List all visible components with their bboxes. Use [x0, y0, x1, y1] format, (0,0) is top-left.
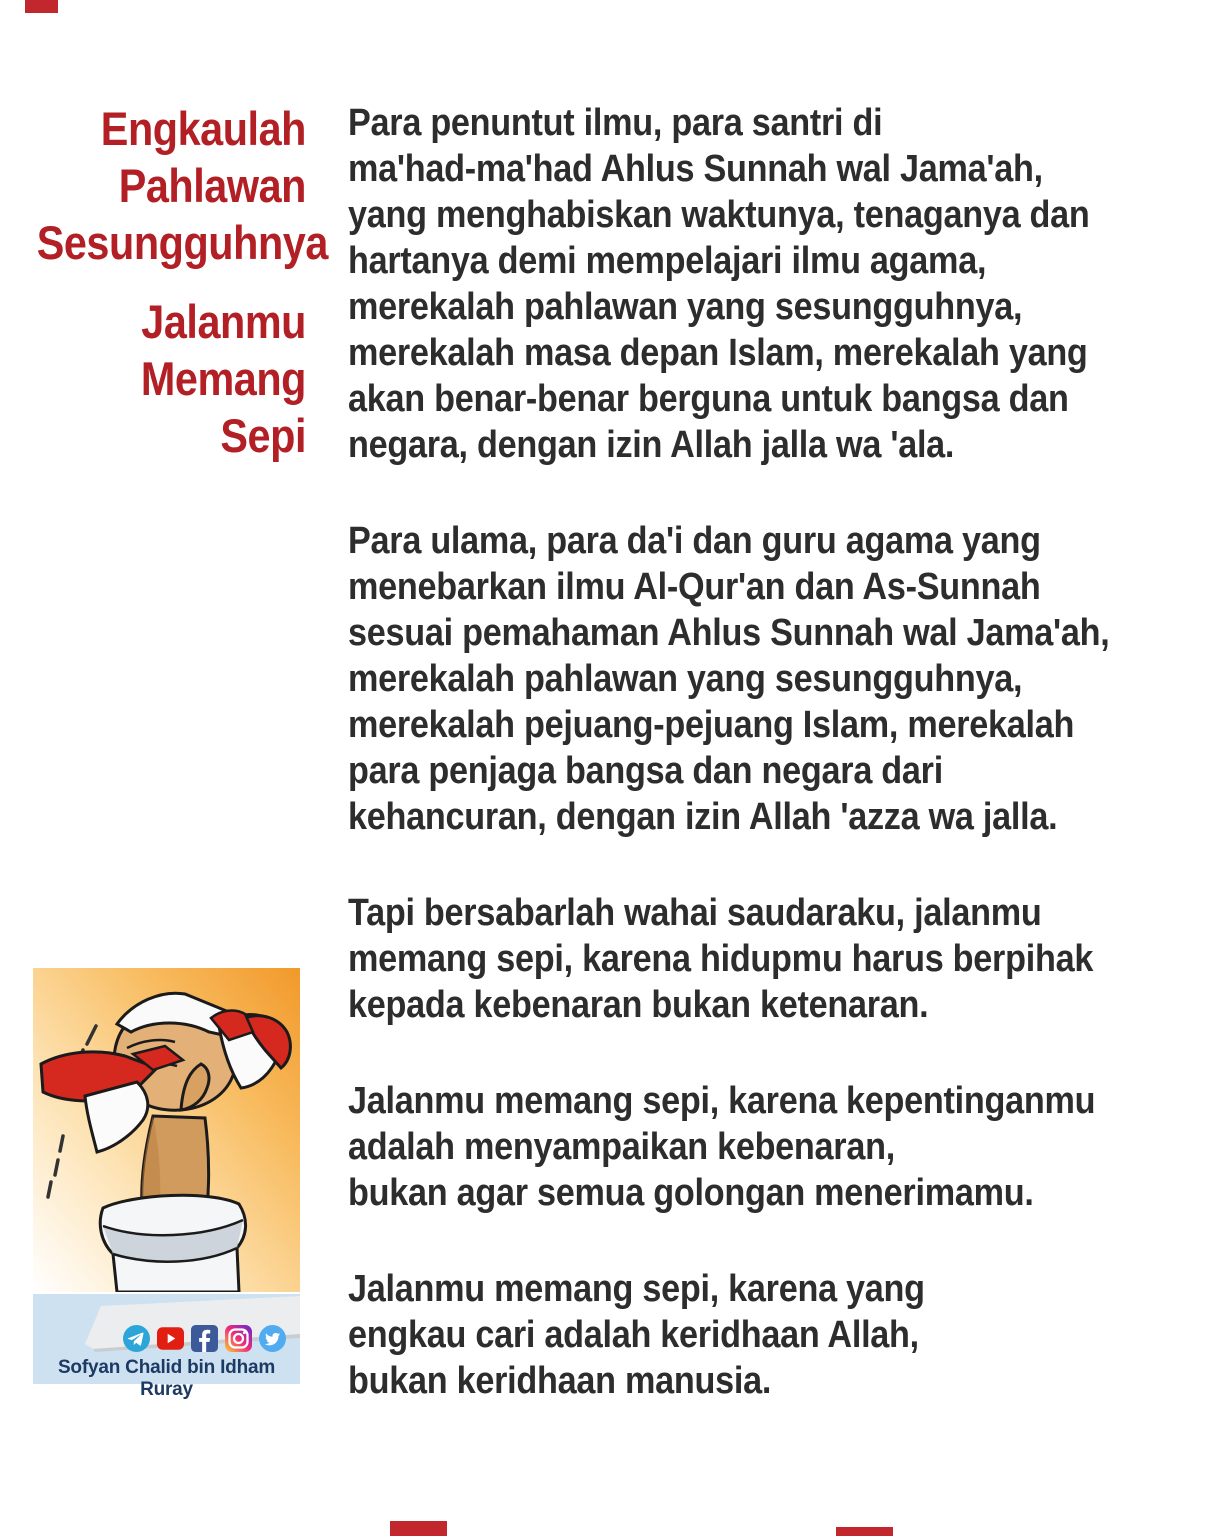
fist-flag-drawing	[33, 968, 300, 1292]
headline-line: Sepi	[220, 409, 306, 462]
paragraph-1	[348, 100, 1140, 468]
text-line: merekalah pahlawan yang sesungguhnya,	[348, 658, 1023, 700]
text-line: menebarkan ilmu Al-Qur'an dan As-Sunnah	[348, 566, 1041, 608]
body-text-column	[348, 100, 1140, 1454]
youtube-icon	[157, 1325, 184, 1352]
text-line: Para penuntut ilmu, para santri di	[348, 102, 883, 144]
headline-line: Sesungguhnya	[36, 216, 328, 269]
text-line: merekalah pejuang-pejuang Islam, merekalah	[348, 704, 1075, 746]
author-name: Sofyan Chalid bin Idham Ruray	[57, 1357, 276, 1400]
paragraph-5	[348, 1266, 1140, 1404]
text-line: memang sepi, karena hidupmu harus berpihak	[348, 938, 1094, 980]
text-line: bukan keridhaan manusia.	[348, 1360, 772, 1402]
paragraph-4	[348, 1078, 1140, 1216]
text-line: adalah menyampaikan kebenaran,	[348, 1126, 895, 1168]
headline-line: Jalanmu	[141, 295, 306, 348]
red-border-mark-bottom-left	[390, 1521, 447, 1536]
text-line: ma'had-ma'had Ahlus Sunnah wal Jama'ah,	[348, 148, 1043, 190]
fist-flag-illustration	[33, 968, 300, 1292]
social-icons-row	[123, 1325, 286, 1352]
red-border-mark-bottom-right	[836, 1527, 893, 1536]
twitter-icon	[259, 1325, 286, 1352]
text-line: Jalanmu memang sepi, karena kepentinganmu	[348, 1080, 1096, 1122]
text-line: akan benar-benar berguna untuk bangsa dan	[348, 378, 1069, 420]
text-line: yang menghabiskan waktunya, tenaganya dan	[348, 194, 1090, 236]
paragraph-3	[348, 890, 1140, 1028]
text-line: sesuai pemahaman Ahlus Sunnah wal Jama'ah,	[348, 612, 1110, 654]
headline-secondary	[37, 293, 306, 464]
instagram-icon	[225, 1325, 252, 1352]
facebook-icon	[191, 1325, 218, 1352]
telegram-icon	[123, 1325, 150, 1352]
text-line: merekalah pahlawan yang sesungguhnya,	[348, 286, 1023, 328]
red-border-mark-top-left	[25, 0, 58, 13]
text-line: Para ulama, para da'i dan guru agama yang	[348, 520, 1041, 562]
text-line: engkau cari adalah keridhaan Allah,	[348, 1314, 919, 1356]
headline-line: Memang	[140, 352, 306, 405]
text-line: Tapi bersabarlah wahai saudaraku, jalanmu	[348, 892, 1042, 934]
text-line: Jalanmu memang sepi, karena yang	[348, 1268, 925, 1310]
text-line: para penjaga bangsa dan negara dari	[348, 750, 943, 792]
text-line: bukan agar semua golongan menerimamu.	[348, 1172, 1034, 1214]
headline-line: Engkaulah	[100, 102, 307, 155]
headline-line: Pahlawan	[118, 159, 306, 212]
text-line: negara, dengan izin Allah jalla wa 'ala.	[348, 424, 955, 466]
text-line: kepada kebenaran bukan ketenaran.	[348, 984, 929, 1026]
text-line: hartanya demi mempelajari ilmu agama,	[348, 240, 987, 282]
paragraph-2	[348, 518, 1140, 840]
text-line: merekalah masa depan Islam, merekalah yang	[348, 332, 1088, 374]
author-banner	[33, 1294, 300, 1400]
text-line: kehancuran, dengan izin Allah 'azza wa jalla.	[348, 796, 1058, 838]
headline-primary	[36, 100, 328, 271]
